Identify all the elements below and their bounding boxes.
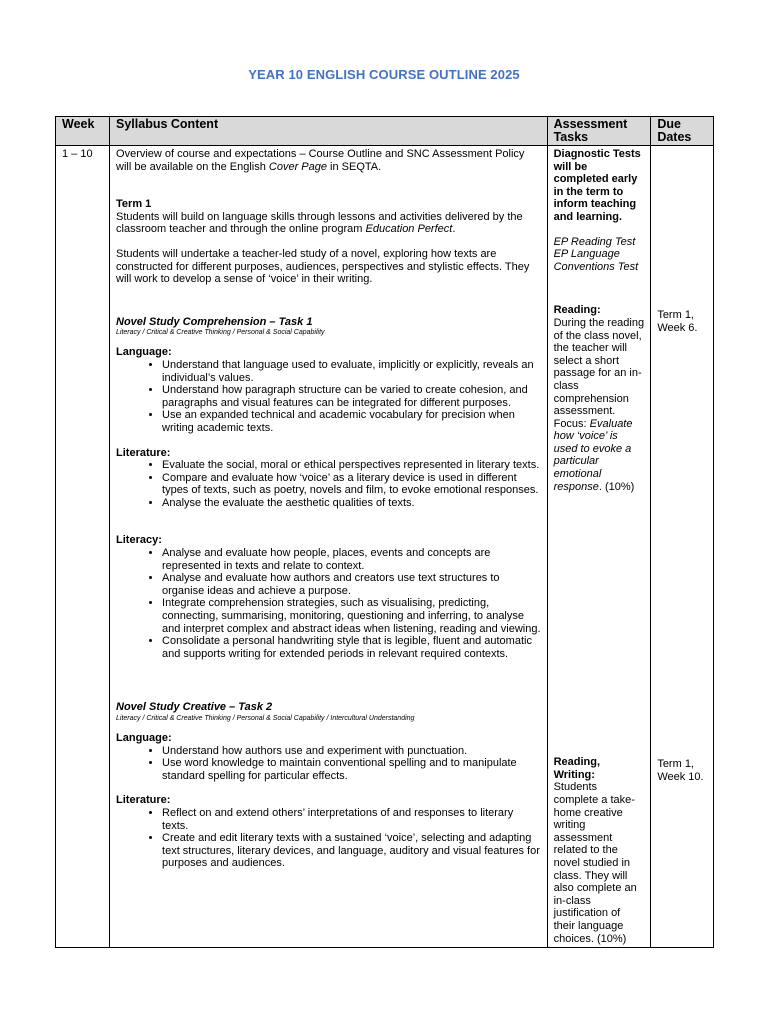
task2-literature-list xyxy=(116,807,541,870)
ep-language-conventions-test: EP Language Conventions Test xyxy=(553,248,639,273)
overview-text: Overview of course and expectations – Course Outline and SNC Assessment Policy will be available on the English Cover Page in SEQTA. xyxy=(116,148,525,173)
task1-literature-heading: Literature: xyxy=(116,446,171,459)
task1-literacy-heading: Literacy: xyxy=(116,534,162,547)
list-item: • Analyse and evaluate how authors and creators use text structures to organise ideas and achieve a purpose. xyxy=(162,572,541,597)
header-due-dates: Due Dates xyxy=(651,117,714,146)
task1-language-heading: Language: xyxy=(116,346,172,359)
due-dates-cell xyxy=(651,146,714,948)
task1-assessment-heading: Reading: xyxy=(553,304,601,317)
task2-capabilities: Literacy / Critical & Creative Thinking / Personal & Social Capability / Intercultural Understanding xyxy=(116,715,415,722)
list-item: • Analyse and evaluate how people, places, events and concepts are represented in texts and relate to context. xyxy=(162,547,541,572)
list-item: • Consolidate a personal handwriting style that is legible, fluent and automatic and supports writing for extended periods in relevant required contexts. xyxy=(162,635,541,660)
task1-title: Novel Study Comprehension – Task 1 xyxy=(116,315,313,328)
list-item: • Create and edit literary texts with a sustained ‘voice’, selecting and adapting text structures, literary devices, and language, auditory and visual features for purposes and audiences. xyxy=(162,832,541,870)
term1-heading: Term 1 xyxy=(116,198,152,211)
list-item: • Understand how paragraph structure can be varied to create cohesion, and paragraphs and visual features can be integrated for different purposes. xyxy=(162,384,541,409)
list-item: • Use word knowledge to maintain conventional spelling and to manipulate standard spelling for particular effects. xyxy=(162,757,541,782)
table-header-row xyxy=(56,117,714,146)
list-item: • Compare and evaluate how ‘voice’ as a literary device is used in different types of texts, such as poetry, novels and film, to evoke emotional responses. xyxy=(162,472,541,497)
task2-language-list xyxy=(116,745,541,783)
list-item: • Understand how authors use and experiment with punctuation. xyxy=(162,745,541,758)
task2-assessment-text: Students complete a take-home creative writing assessment related to the novel studied in class. They will also complete an in-class justification of their language choices. (10%) xyxy=(553,781,637,945)
task2-literature-heading: Literature: xyxy=(116,794,171,807)
list-item: • Integrate comprehension strategies, such as visualising, predicting, connecting, summarising, monitoring, questioning and inferring, to analyse and interpret complex and abstract ideas when listening, reading and viewing. xyxy=(162,597,541,635)
list-item: • Evaluate the social, moral or ethical perspectives represented in literary texts. xyxy=(162,459,541,472)
header-week: Week xyxy=(56,117,110,146)
list-item: • Use an expanded technical and academic vocabulary for precision when writing academic texts. xyxy=(162,409,541,434)
task1-language-list xyxy=(116,359,541,435)
ep-reading-test: EP Reading Test xyxy=(553,235,636,248)
task2-language-heading: Language: xyxy=(116,732,172,744)
task2-assessment-heading: Reading, Writing: xyxy=(553,756,601,781)
task1-capabilities: Literacy / Critical & Creative Thinking / Personal & Social Capability xyxy=(116,329,325,337)
task1-literacy-list xyxy=(116,547,541,660)
task2-due-date: Term 1, Week 10. xyxy=(657,758,704,783)
diagnostic-tests-text: Diagnostic Tests will be completed early in the term to inform teaching and learning. xyxy=(553,148,641,223)
term1-paragraph-2: Students will undertake a teacher-led study of a novel, exploring how texts are constructed for different purposes, audiences, perspectives and stylistic effects. They will work to develop a sense of ‘voice’ in their writing. xyxy=(116,247,530,286)
task2-title: Novel Study Creative – Task 2 xyxy=(116,701,273,714)
table-row xyxy=(56,146,714,948)
header-assessment-tasks: Assessment Tasks xyxy=(547,117,651,146)
list-item: • Understand that language used to evaluate, implicitly or explicitly, reveals an individual’s values. xyxy=(162,359,541,384)
list-item: • Reflect on and extend others’ interpretations of and responses to literary texts. xyxy=(162,807,541,832)
page-title: YEAR 10 ENGLISH COURSE OUTLINE 2025 xyxy=(248,67,520,82)
task1-assessment-text: During the reading of the class novel, the teacher will select a short passage for an in-class comprehension assessment. Focus: Evaluate how ‘voice’ is used to evoke a particular emotional response. (10%) xyxy=(553,316,645,493)
task1-literature-list xyxy=(116,459,541,509)
course-outline-table xyxy=(55,116,714,948)
term1-paragraph-1: Students will build on language skills through lessons and activities delivered by the classroom teacher and through the online program Education Perfect. xyxy=(116,210,523,236)
week-cell: 1 – 10 xyxy=(56,146,110,948)
assessment-cell xyxy=(547,146,651,948)
task1-due-date: Term 1, Week 6. xyxy=(657,309,698,334)
header-syllabus-content: Syllabus Content xyxy=(110,117,548,146)
syllabus-cell xyxy=(110,146,548,948)
list-item: • Analyse the evaluate the aesthetic qualities of texts. xyxy=(162,497,541,510)
